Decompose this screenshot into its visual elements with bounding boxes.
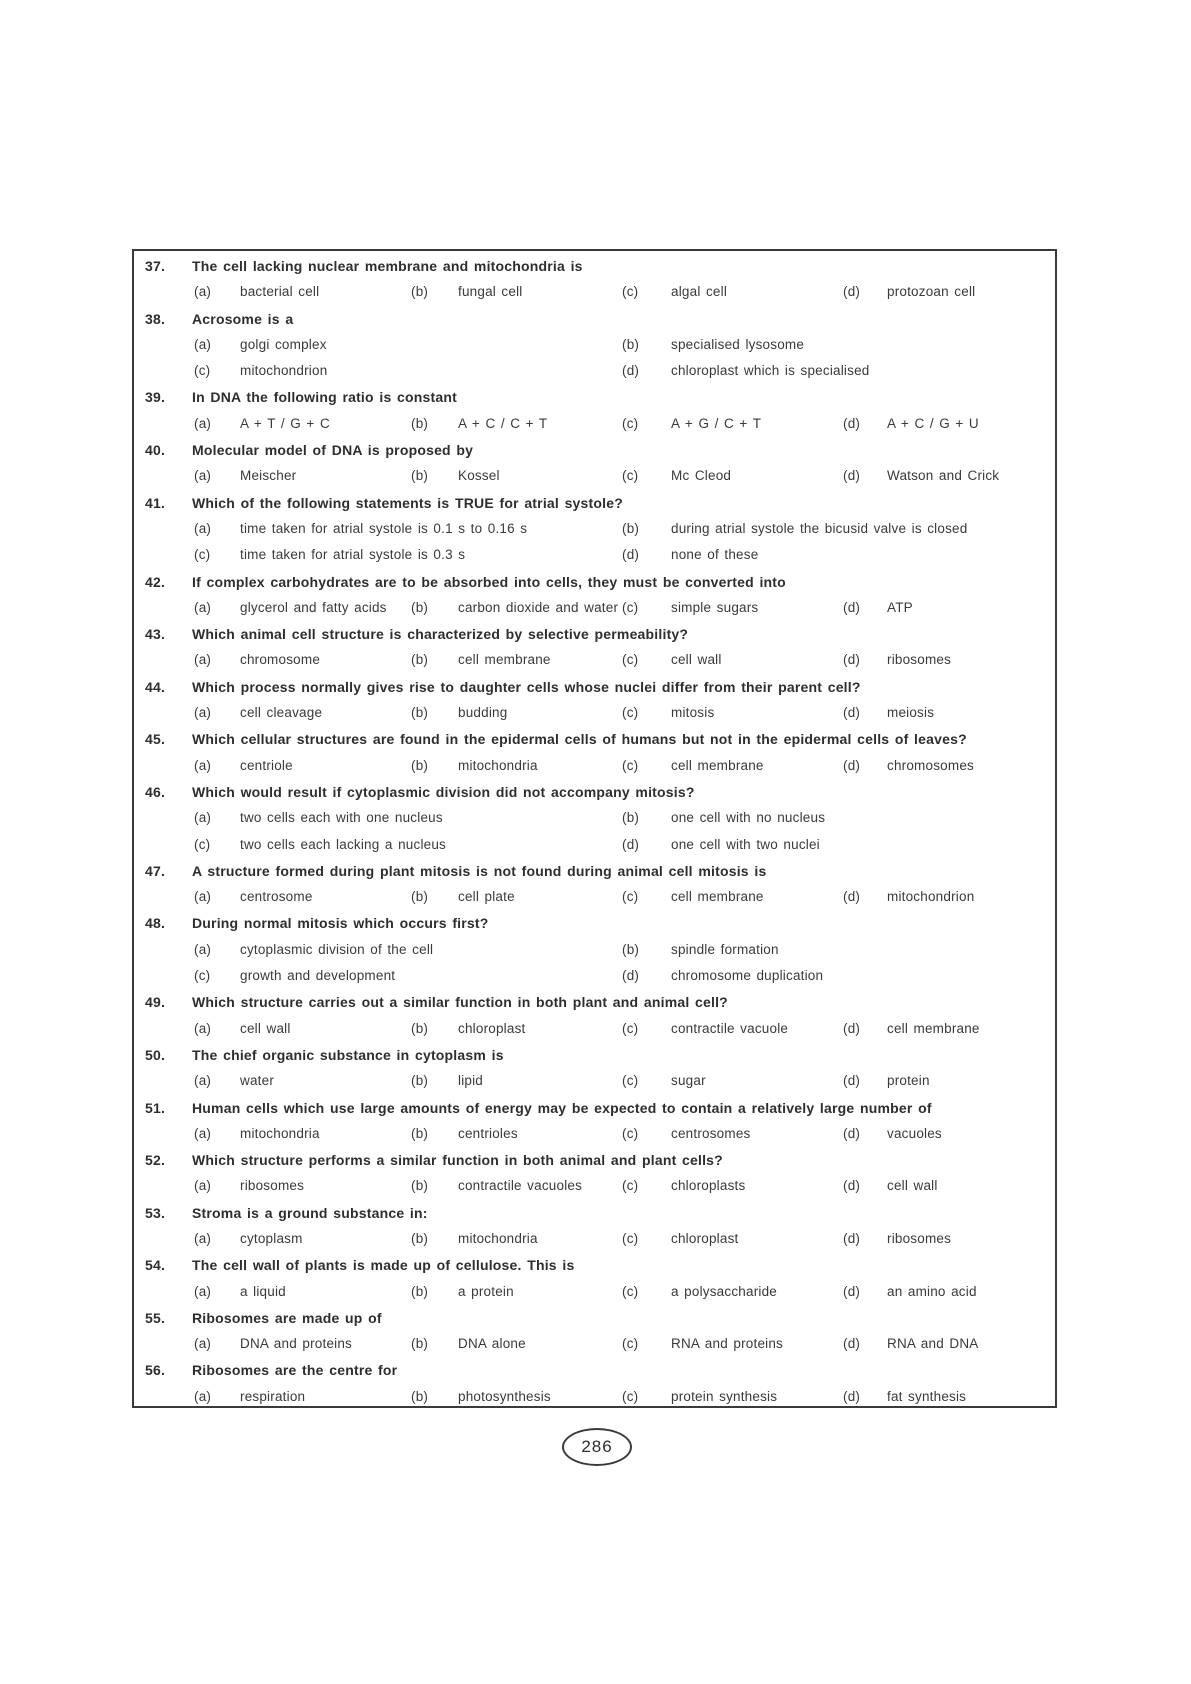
options-row (134, 279, 1055, 305)
option-text: Kossel (458, 468, 500, 484)
option-label: (b) (411, 1230, 429, 1246)
option-text: two cells each with one nucleus (240, 810, 443, 826)
option-text: chromosome duplication (671, 968, 824, 984)
option-text: RNA and proteins (671, 1336, 784, 1352)
option-label: (d) (843, 889, 861, 905)
options-row (134, 1068, 1055, 1094)
option-text: cell membrane (671, 757, 764, 773)
option-text: RNA and DNA (887, 1336, 979, 1352)
option-text: cell membrane (458, 652, 551, 668)
options-row (134, 700, 1055, 726)
option-label: (b) (411, 468, 429, 484)
option-text: cytoplasmic division of the cell (240, 941, 434, 957)
options-row (134, 647, 1055, 673)
option-text: a liquid (240, 1283, 286, 1299)
option-text: ATP (887, 599, 913, 615)
option-label: (a) (194, 520, 212, 536)
option-label: (d) (843, 1125, 861, 1141)
question-number: 49. (145, 994, 166, 1011)
question-number: 54. (145, 1257, 166, 1274)
option-text: chromosome (240, 652, 321, 668)
options-row (134, 411, 1055, 437)
option-text: protozoan cell (887, 284, 976, 300)
question-header (134, 253, 1055, 279)
option-text: meiosis (887, 705, 935, 721)
option-label: (c) (622, 757, 639, 773)
option-text: a polysaccharide (671, 1283, 778, 1299)
options-row (134, 516, 1055, 542)
option-label: (b) (622, 810, 640, 826)
options-row (134, 358, 1055, 384)
question-text: Ribosomes are made up of (192, 1309, 382, 1326)
option-text: chromosomes (887, 757, 974, 773)
option-label: (c) (622, 1020, 639, 1036)
question-header (134, 1147, 1055, 1173)
option-label: (c) (622, 1336, 639, 1352)
question-text: The chief organic substance in cytoplasm is (192, 1046, 504, 1063)
option-text: a protein (458, 1283, 514, 1299)
question-header (134, 858, 1055, 884)
option-label: (b) (411, 1073, 429, 1089)
question-text: Which cellular structures are found in the epidermal cells of humans but not in the epidermal cells of leaves? (192, 731, 967, 748)
option-label: (a) (194, 468, 212, 484)
option-label: (c) (622, 1178, 639, 1194)
option-label: (a) (194, 1388, 212, 1404)
option-text: bacterial cell (240, 284, 320, 300)
option-label: (a) (194, 705, 212, 721)
page-number: 286 (581, 1437, 613, 1456)
question-text: A structure formed during plant mitosis is not found during animal cell mitosis is (192, 862, 767, 879)
option-text: Watson and Crick (887, 468, 1000, 484)
option-text: mitochondrion (240, 363, 328, 379)
question-text: Human cells which use large amounts of energy may be expected to contain a relatively large number of (192, 1099, 932, 1116)
option-text: A + G / C + T (671, 415, 762, 431)
option-text: algal cell (671, 284, 728, 300)
question-number: 44. (145, 678, 166, 695)
question-header (134, 1252, 1055, 1278)
options-row (134, 963, 1055, 989)
option-text: respiration (240, 1388, 306, 1404)
question-text: Stroma is a ground substance in: (192, 1204, 428, 1221)
option-text: water (240, 1073, 275, 1089)
option-label: (a) (194, 1125, 212, 1141)
question-header (134, 674, 1055, 700)
option-text: cytoplasm (240, 1230, 303, 1246)
question-header (134, 779, 1055, 805)
option-text: cell wall (671, 652, 722, 668)
option-text: chloroplast (458, 1020, 526, 1036)
question-header (134, 569, 1055, 595)
option-text: two cells each lacking a nucleus (240, 836, 447, 852)
question-text: During normal mitosis which occurs first? (192, 915, 489, 932)
option-text: ribosomes (887, 1230, 952, 1246)
option-text: during atrial systole the bicusid valve is closed (671, 520, 968, 536)
option-label: (c) (622, 468, 639, 484)
option-label: (c) (622, 415, 639, 431)
option-text: DNA and proteins (240, 1336, 353, 1352)
option-text: centrioles (458, 1125, 518, 1141)
option-text: one cell with no nucleus (671, 810, 826, 826)
question-text: Which structure performs a similar function in both animal and plant cells? (192, 1152, 723, 1169)
question-text: Which animal cell structure is characterized by selective permeability? (192, 626, 689, 643)
option-text: one cell with two nuclei (671, 836, 820, 852)
options-row (134, 1384, 1055, 1410)
option-text: lipid (458, 1073, 484, 1089)
question-header (134, 490, 1055, 516)
question-text: Acrosome is a (192, 310, 294, 327)
option-label: (a) (194, 1230, 212, 1246)
question-number: 45. (145, 731, 166, 748)
option-label: (a) (194, 889, 212, 905)
option-text: cell membrane (887, 1020, 980, 1036)
question-number: 46. (145, 783, 166, 800)
option-text: centriole (240, 757, 293, 773)
question-header (134, 989, 1055, 1015)
option-text: fat synthesis (887, 1388, 967, 1404)
option-label: (c) (622, 1230, 639, 1246)
option-label: (a) (194, 284, 212, 300)
option-text: centrosomes (671, 1125, 751, 1141)
option-label: (d) (622, 836, 640, 852)
option-text: Meischer (240, 468, 297, 484)
option-label: (c) (622, 1283, 639, 1299)
page-number-badge (562, 1428, 632, 1466)
option-text: mitochondrion (887, 889, 975, 905)
question-header (134, 1305, 1055, 1331)
option-text: A + T / G + C (240, 415, 330, 431)
question-header (134, 910, 1055, 936)
option-label: (a) (194, 941, 212, 957)
question-number: 53. (145, 1204, 166, 1221)
option-text: time taken for atrial systole is 0.3 s (240, 547, 466, 563)
option-label: (b) (411, 1388, 429, 1404)
option-label: (c) (194, 363, 211, 379)
option-label: (d) (622, 968, 640, 984)
option-label: (d) (843, 1178, 861, 1194)
options-row (134, 542, 1055, 568)
option-text: ribosomes (887, 652, 952, 668)
options-row (134, 1016, 1055, 1042)
question-header (134, 437, 1055, 463)
option-text: cell wall (240, 1020, 291, 1036)
option-label: (b) (622, 941, 640, 957)
option-label: (a) (194, 1336, 212, 1352)
options-row (134, 884, 1055, 910)
question-header (134, 726, 1055, 752)
question-text: The cell wall of plants is made up of cellulose. This is (192, 1257, 575, 1274)
option-text: cell membrane (671, 889, 764, 905)
questions-box (132, 249, 1057, 1408)
question-header (134, 1200, 1055, 1226)
question-number: 41. (145, 494, 166, 511)
option-label: (a) (194, 1073, 212, 1089)
question-header (134, 306, 1055, 332)
option-text: an amino acid (887, 1283, 977, 1299)
option-text: Mc Cleod (671, 468, 732, 484)
option-text: contractile vacuole (671, 1020, 789, 1036)
option-label: (b) (411, 652, 429, 668)
question-number: 52. (145, 1152, 166, 1169)
option-label: (b) (411, 1125, 429, 1141)
option-text: simple sugars (671, 599, 759, 615)
option-label: (c) (622, 889, 639, 905)
option-label: (b) (411, 757, 429, 773)
option-text: cell cleavage (240, 705, 323, 721)
question-number: 42. (145, 573, 166, 590)
question-number: 56. (145, 1362, 166, 1379)
question-text: In DNA the following ratio is constant (192, 389, 457, 406)
option-label: (d) (843, 1020, 861, 1036)
option-text: growth and development (240, 968, 396, 984)
option-label: (c) (194, 547, 211, 563)
question-text: The cell lacking nuclear membrane and mitochondria is (192, 258, 583, 274)
option-label: (c) (194, 836, 211, 852)
option-text: centrosome (240, 889, 313, 905)
option-text: photosynthesis (458, 1388, 551, 1404)
option-label: (b) (622, 520, 640, 536)
option-label: (b) (411, 1336, 429, 1352)
option-label: (b) (411, 599, 429, 615)
option-text: time taken for atrial systole is 0.1 s to 0.16 s (240, 520, 528, 536)
option-label: (c) (622, 1388, 639, 1404)
question-header (134, 621, 1055, 647)
options-row (134, 1331, 1055, 1357)
option-text: chloroplast (671, 1230, 739, 1246)
option-label: (a) (194, 1283, 212, 1299)
question-text: Which of the following statements is TRUE for atrial systole? (192, 494, 623, 511)
option-label: (b) (411, 284, 429, 300)
option-text: cell plate (458, 889, 515, 905)
question-number: 43. (145, 626, 166, 643)
option-text: protein synthesis (671, 1388, 778, 1404)
option-text: sugar (671, 1073, 706, 1089)
option-label: (c) (622, 705, 639, 721)
option-label: (d) (843, 468, 861, 484)
option-label: (c) (622, 599, 639, 615)
option-label: (d) (843, 1230, 861, 1246)
option-label: (c) (622, 1073, 639, 1089)
option-text: mitochondria (458, 1230, 538, 1246)
options-row (134, 832, 1055, 858)
option-label: (c) (194, 968, 211, 984)
question-header (134, 1095, 1055, 1121)
option-text: spindle formation (671, 941, 779, 957)
question-header (134, 384, 1055, 410)
option-label: (c) (622, 652, 639, 668)
options-row (134, 805, 1055, 831)
option-text: glycerol and fatty acids (240, 599, 387, 615)
option-label: (d) (843, 1073, 861, 1089)
option-label: (a) (194, 599, 212, 615)
option-text: A + C / G + U (887, 415, 979, 431)
option-text: contractile vacuoles (458, 1178, 583, 1194)
question-number: 38. (145, 310, 166, 327)
option-text: fungal cell (458, 284, 523, 300)
option-label: (c) (622, 284, 639, 300)
option-label: (b) (411, 1020, 429, 1036)
question-number: 40. (145, 442, 166, 459)
option-label: (d) (843, 1388, 861, 1404)
options-row (134, 1121, 1055, 1147)
option-label: (d) (843, 757, 861, 773)
option-label: (a) (194, 810, 212, 826)
option-text: ribosomes (240, 1178, 305, 1194)
option-text: A + C / C + T (458, 415, 548, 431)
question-text: Which would result if cytoplasmic division did not accompany mitosis? (192, 783, 695, 800)
question-number: 47. (145, 862, 166, 879)
option-label: (a) (194, 652, 212, 668)
question-number: 55. (145, 1309, 166, 1326)
options-row (134, 595, 1055, 621)
question-number: 37. (145, 258, 166, 274)
question-header (134, 1042, 1055, 1068)
option-label: (c) (622, 1125, 639, 1141)
option-text: carbon dioxide and water (458, 599, 619, 615)
option-text: vacuoles (887, 1125, 942, 1141)
option-text: cell wall (887, 1178, 938, 1194)
option-label: (d) (843, 652, 861, 668)
option-label: (d) (622, 547, 640, 563)
question-number: 50. (145, 1046, 166, 1063)
option-label: (d) (843, 1283, 861, 1299)
option-text: budding (458, 705, 508, 721)
options-row (134, 332, 1055, 358)
option-label: (d) (843, 599, 861, 615)
option-label: (d) (843, 705, 861, 721)
option-label: (a) (194, 1020, 212, 1036)
options-row (134, 1173, 1055, 1199)
option-label: (d) (843, 284, 861, 300)
option-label: (a) (194, 336, 212, 352)
option-label: (b) (411, 1178, 429, 1194)
options-row (134, 753, 1055, 779)
option-text: protein (887, 1073, 930, 1089)
question-header (134, 1357, 1055, 1383)
option-text: mitochondria (240, 1125, 320, 1141)
option-text: specialised lysosome (671, 336, 805, 352)
option-label: (a) (194, 415, 212, 431)
question-text: Which process normally gives rise to daughter cells whose nuclei differ from their parent cell? (192, 678, 861, 695)
option-text: mitosis (671, 705, 715, 721)
option-text: mitochondria (458, 757, 538, 773)
option-label: (b) (411, 705, 429, 721)
option-text: none of these (671, 547, 759, 563)
option-text: DNA alone (458, 1336, 526, 1352)
option-label: (d) (843, 415, 861, 431)
option-label: (b) (622, 336, 640, 352)
option-label: (b) (411, 415, 429, 431)
options-row (134, 937, 1055, 963)
option-label: (a) (194, 757, 212, 773)
option-text: chloroplast which is specialised (671, 363, 870, 379)
question-number: 39. (145, 389, 166, 406)
option-text: chloroplasts (671, 1178, 746, 1194)
option-label: (b) (411, 889, 429, 905)
option-label: (d) (622, 363, 640, 379)
option-label: (a) (194, 1178, 212, 1194)
question-text: If complex carbohydrates are to be absorbed into cells, they must be converted into (192, 573, 786, 590)
option-text: golgi complex (240, 336, 327, 352)
option-label: (b) (411, 1283, 429, 1299)
options-row (134, 1279, 1055, 1305)
question-number: 48. (145, 915, 166, 932)
question-number: 51. (145, 1099, 166, 1116)
options-row (134, 1226, 1055, 1252)
options-row (134, 463, 1055, 489)
question-text: Which structure carries out a similar function in both plant and animal cell? (192, 994, 728, 1011)
question-text: Ribosomes are the centre for (192, 1362, 398, 1379)
question-text: Molecular model of DNA is proposed by (192, 442, 474, 459)
option-label: (d) (843, 1336, 861, 1352)
